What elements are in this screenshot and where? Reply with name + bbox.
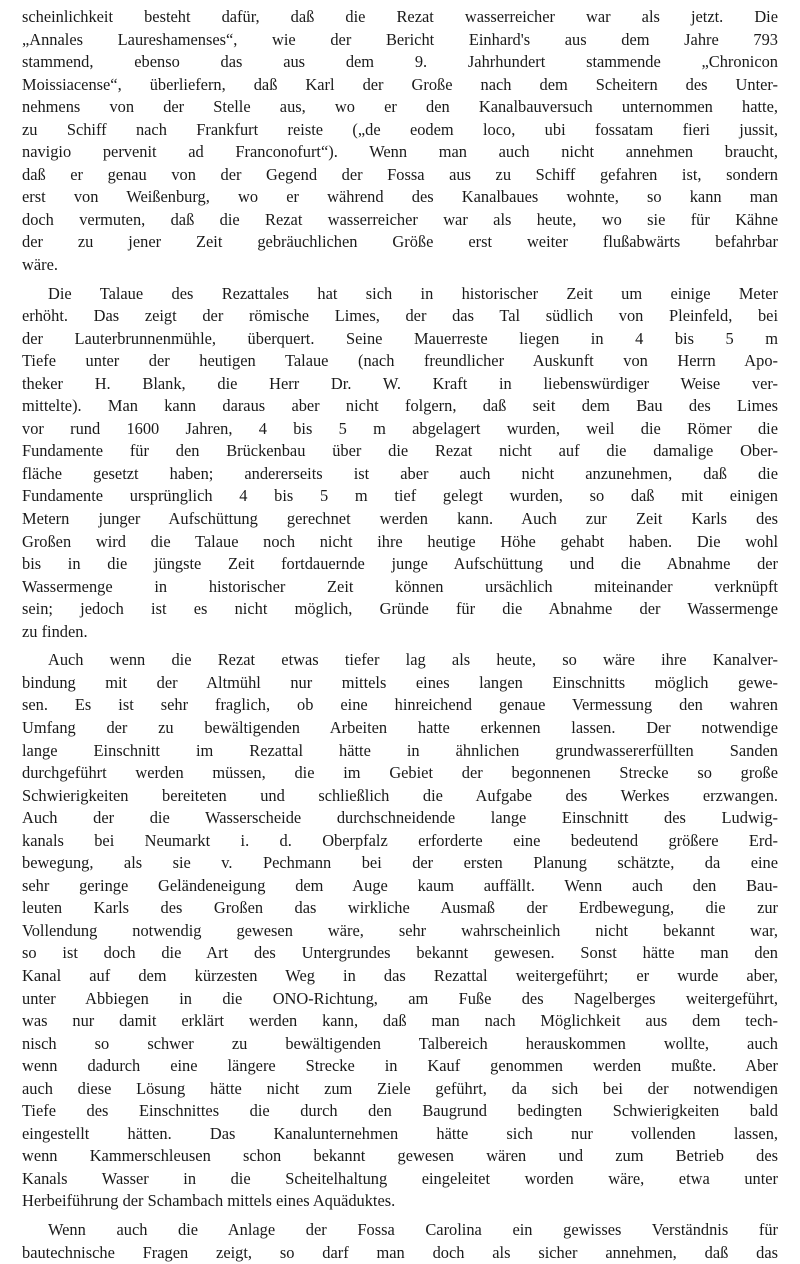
text-line: Kanals Wasser in die Scheitelhaltung eingeleitet worden wäre, etwa unter: [22, 1168, 778, 1188]
text-line: Umfang der zu bewältigenden Arbeiten hatte erkennen lassen. Der notwendige: [22, 717, 778, 737]
text-line: zu Schiff nach Frankfurt reiste („de eodem loco, ubi fossatam fieri jussit,: [22, 119, 778, 139]
paragraph-4: [22, 1219, 778, 1264]
text-line: wenn dadurch eine längere Strecke in Kauf genommen werden mußte. Aber: [22, 1056, 778, 1076]
text-line: „Annales Laureshamenses“, wie der Bericht Einhard's aus dem Jahre 793: [22, 29, 778, 49]
text-line: durchgeführt werden müssen, die im Gebiet der begonnenen Strecke so große: [22, 763, 778, 783]
text-line: sein; jedoch ist es nicht möglich, Gründe für die Abnahme der Wassermenge: [22, 599, 778, 619]
text-line: fläche gesetzt haben; andererseits ist aber auch nicht anzunehmen, daß die: [22, 463, 778, 483]
text-line: erst von Weißenburg, wo er während des Kanalbaues wohnte, so kann man: [22, 187, 778, 207]
text-line: Vollendung notwendig gewesen wäre, sehr wahrscheinlich nicht bekannt war,: [22, 920, 778, 940]
text-line: Fundamente ursprünglich 4 bis 5 m tief gelegt wurden, so daß mit einigen: [22, 486, 778, 506]
text-line: Wenn auch die Anlage der Fossa Carolina ein gewisses Verständnis für: [48, 1219, 778, 1239]
text-line: zu finden.: [22, 621, 88, 641]
text-line: der zu jener Zeit gebräuchlichen Größe erst weiter flußabwärts befahrbar: [22, 232, 778, 252]
text-line: stammend, ebenso das aus dem 9. Jahrhundert stammende „Chronicon: [22, 52, 778, 72]
text-line: Metern junger Aufschüttung gerechnet werden kann. Auch zur Zeit Karls des: [22, 509, 778, 529]
text-line: lange Einschnitt im Rezattal hätte in ähnlichen grundwassererfüllten Sanden: [22, 740, 778, 760]
paragraph-1: [22, 6, 778, 277]
text-line: bis in die jüngste Zeit fortdauernde junge Aufschüttung und die Abnahme der: [22, 554, 778, 574]
text-line: sen. Es ist sehr fraglich, ob eine hinreichend genaue Vermessung den wahren: [22, 695, 778, 715]
text-line: Auch der die Wasserscheide durchschneidende lange Einschnitt des Ludwig-: [22, 808, 778, 828]
text-line: navigio pervenit ad Franconofurt“). Wenn man auch nicht annehmen braucht,: [22, 142, 778, 162]
text-line: Wassermenge in historischer Zeit können ursächlich miteinander verknüpft: [22, 576, 778, 596]
text-line: Moissiacense“, überliefern, daß Karl der Große nach dem Scheitern des Unter-: [22, 74, 778, 94]
paragraph-3: [22, 649, 778, 1213]
text-line: Auch wenn die Rezat etwas tiefer lag als heute, so wäre ihre Kanalver-: [48, 650, 778, 670]
text-line: Tiefe des Einschnittes die durch den Baugrund bedingten Schwierigkeiten bald: [22, 1101, 778, 1121]
text-line: nehmens von der Stelle aus, wo er den Kanalbauversuch unternommen hatte,: [22, 97, 778, 117]
text-line: Fundamente für den Brückenbau über die Rezat nicht auf die damalige Ober-: [22, 441, 778, 461]
text-line: mittelte). Man kann daraus aber nicht folgern, daß seit dem Bau des Limes: [22, 396, 778, 416]
text-line: bautechnische Fragen zeigt, so darf man doch als sicher annehmen, daß das: [22, 1242, 778, 1262]
text-line: Schwierigkeiten bereiteten und schließlich die Aufgabe des Werkes erzwangen.: [22, 785, 778, 805]
text-line: scheinlichkeit besteht dafür, daß die Rezat wasserreicher war als jetzt. Die: [22, 7, 778, 26]
text-line: theker H. Blank, die Herr Dr. W. Kraft in liebenswürdiger Weise ver-: [22, 373, 778, 393]
text-line: erhöht. Das zeigt der römische Limes, der das Tal südlich von Pleinfeld, bei: [22, 306, 778, 326]
text-line: Kanal auf dem kürzesten Weg in das Rezattal weitergeführt; er wurde aber,: [22, 965, 778, 985]
text-line: auch diese Lösung hätte nicht zum Ziele geführt, da sich bei der notwendigen: [22, 1078, 778, 1098]
text-line: Die Talaue des Rezattales hat sich in historischer Zeit um einige Meter: [48, 283, 778, 303]
text-line: wenn Kammerschleusen schon bekannt gewesen wären und zum Betrieb des: [22, 1146, 778, 1166]
text-line: eingestellt hätten. Das Kanalunternehmen hätte sich nur vollenden lassen,: [22, 1123, 778, 1143]
text-line: nisch so schwer zu bewältigenden Talbereich herauskommen wollte, auch: [22, 1033, 778, 1053]
text-line: leuten Karls des Großen das wirkliche Ausmaß der Erdbewegung, die zur: [22, 898, 778, 918]
text-line: doch vermuten, daß die Rezat wasserreicher war als heute, wo sie für Kähne: [22, 209, 778, 229]
text-line: unter Abbiegen in die ONO-Richtung, am Fuße des Nagelberges weitergeführt,: [22, 988, 778, 1008]
paragraph-2: [22, 283, 778, 644]
text-line: wäre.: [22, 255, 58, 275]
text-line: vor rund 1600 Jahren, 4 bis 5 m abgelagert wurden, weil die Römer die: [22, 418, 778, 438]
text-line: was nur damit erklärt werden kann, daß man nach Möglichkeit aus dem tech-: [22, 1011, 778, 1031]
text-line: daß er genau von der Gegend der Fossa aus zu Schiff gefahren ist, sondern: [22, 164, 778, 184]
text-line: Großen wird die Talaue noch nicht ihre heutige Höhe gehabt haben. Die wohl: [22, 531, 778, 551]
text-line: so ist doch die Art des Untergrundes bekannt gewesen. Sonst hätte man den: [22, 943, 778, 963]
text-line: sehr geringe Geländeneigung dem Auge kaum auffällt. Wenn auch den Bau-: [22, 875, 778, 895]
text-line: bindung mit der Altmühl nur mittels eines langen Einschnitts möglich gewe-: [22, 672, 778, 692]
text-line: Tiefe unter der heutigen Talaue (nach freundlicher Auskunft von Herrn Apo-: [22, 351, 778, 371]
text-line: Herbeiführung der Schambach mittels eines Aquäduktes.: [22, 1191, 396, 1211]
text-line: bewegung, als sie v. Pechmann bei der ersten Planung schätzte, da eine: [22, 853, 778, 873]
text-line: kanals bei Neumarkt i. d. Oberpfalz erforderte eine bedeutend größere Erd-: [22, 830, 778, 850]
text-line: der Lauterbrunnenmühle, überquert. Seine Mauerreste liegen in 4 bis 5 m: [22, 328, 778, 348]
